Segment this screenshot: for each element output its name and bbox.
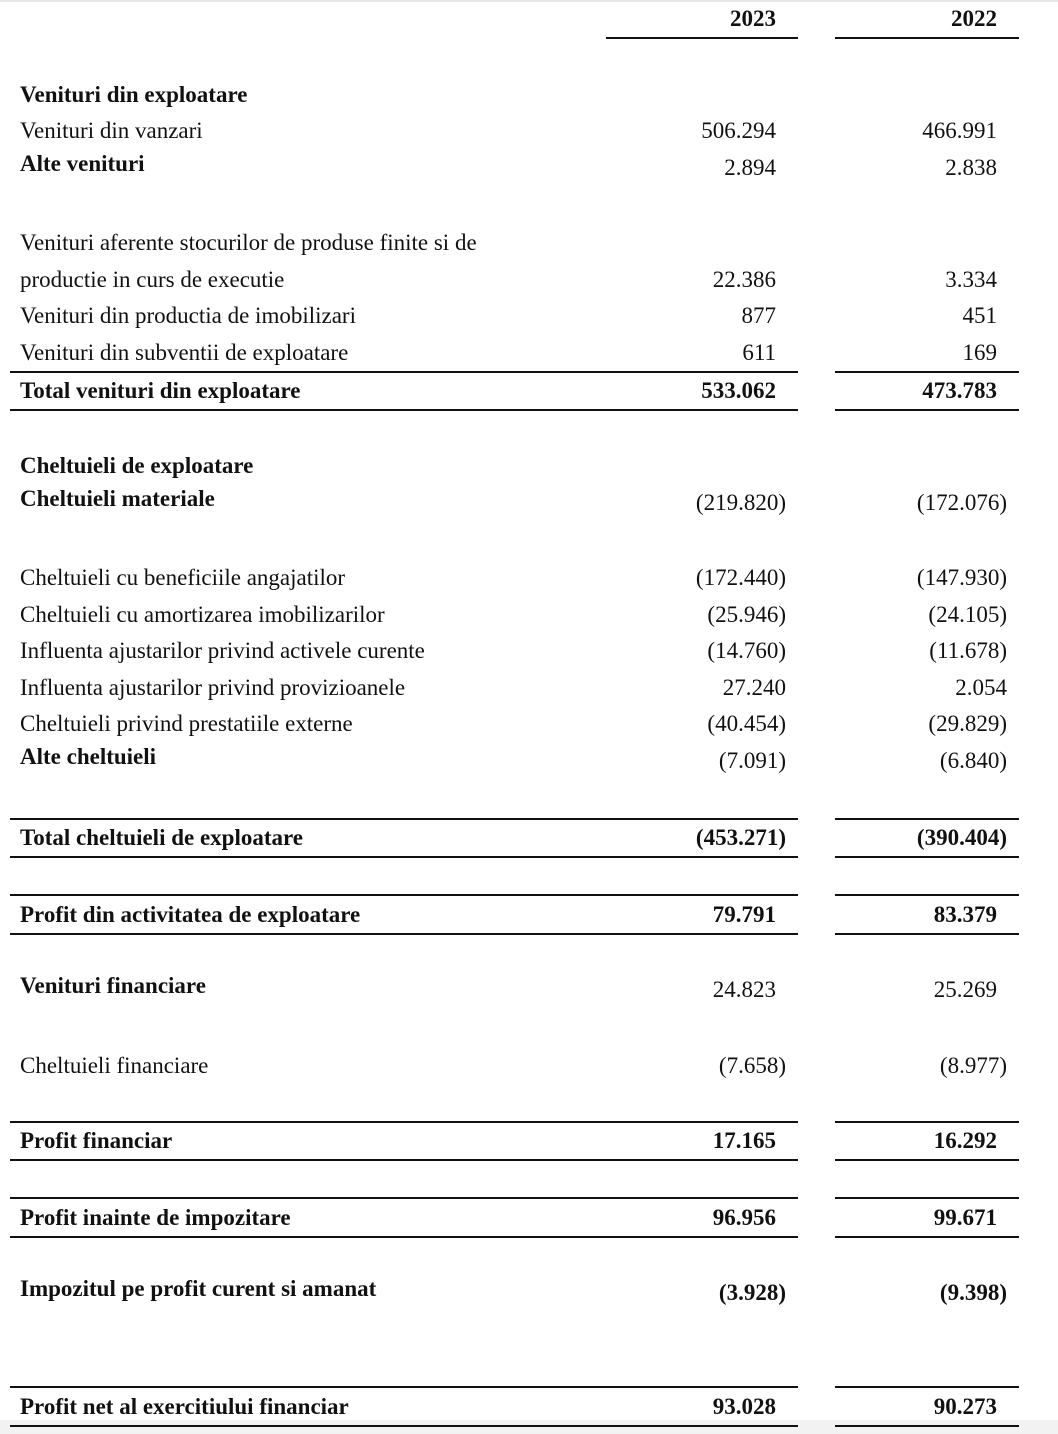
- total-bottom-rule-2022: [835, 1236, 1019, 1238]
- total-bottom-rule: [10, 1159, 798, 1161]
- row-value-2022: (29.829): [928, 711, 1007, 736]
- total-row-value-2022: (390.404): [916, 825, 1007, 850]
- column-header-2022: 2022: [951, 6, 997, 31]
- total-row-label: Total cheltuieli de exploatare: [20, 825, 304, 850]
- total-row-label: Profit financiar: [20, 1128, 173, 1153]
- total-top-rule: [10, 1386, 798, 1388]
- total-top-rule: [10, 1121, 798, 1123]
- total-top-rule: [10, 1197, 798, 1199]
- total-top-rule-2022: [835, 1121, 1019, 1123]
- row-label: Impozitul pe profit curent si amanat: [20, 1276, 377, 1301]
- section-heading-venituri: Venituri din exploatare: [20, 82, 248, 107]
- total-row-value-2023: 96.956: [712, 1205, 776, 1230]
- row-value-2023: (40.454): [707, 711, 786, 736]
- row-value-2022: (24.105): [928, 602, 1007, 627]
- row-value-2022: 2.054: [955, 675, 1007, 700]
- total-row-value-2023: 79.791: [712, 902, 776, 927]
- total-row-value-2023: (453.271): [695, 825, 786, 850]
- row-label: Alte cheltuieli: [20, 744, 157, 769]
- total-row-value-2022: 83.379: [933, 902, 997, 927]
- top-border: [0, 0, 1058, 2]
- total-bottom-rule-2022: [835, 933, 1019, 935]
- row-value-2022: 466.991: [922, 118, 997, 143]
- header-rule-2023: [606, 37, 798, 39]
- total-row-value-2023: 93.028: [712, 1394, 776, 1419]
- row-value-2022: 25.269: [933, 977, 997, 1002]
- total-row-value-2022: 90.273: [933, 1394, 997, 1419]
- row-label: Cheltuieli financiare: [20, 1053, 209, 1078]
- row-value-2023: 22.386: [712, 267, 776, 292]
- row-value-2022: 451: [962, 303, 997, 328]
- total-top-rule-2022: [835, 371, 1019, 373]
- row-value-2022: 2.838: [945, 155, 997, 180]
- row-value-2022: (172.076): [916, 490, 1007, 515]
- row-value-2023: (25.946): [707, 602, 786, 627]
- page-bottom-shade: [0, 1420, 1058, 1434]
- total-row-label: Profit inainte de impozitare: [20, 1205, 291, 1230]
- total-bottom-rule: [10, 856, 798, 858]
- total-row-value-2022: 99.671: [933, 1205, 997, 1230]
- total-top-rule-2022: [835, 894, 1019, 896]
- total-bottom-rule: [10, 1425, 798, 1427]
- total-row-value-2022: 16.292: [933, 1128, 997, 1153]
- column-header-2023: 2023: [730, 6, 776, 31]
- total-bottom-rule-2022: [835, 409, 1019, 411]
- total-row-label: Total venituri din exploatare: [20, 378, 301, 403]
- row-label: Influenta ajustarilor privind provizioanele: [20, 675, 406, 700]
- row-value-2023: 877: [741, 303, 776, 328]
- row-label: Cheltuieli materiale: [20, 486, 215, 511]
- row-value-2022: (6.840): [939, 748, 1007, 773]
- row-label: productie in curs de executie: [20, 267, 285, 292]
- total-bottom-rule: [10, 1236, 798, 1238]
- row-label: Venituri financiare: [20, 973, 206, 998]
- total-row-label: Profit net al exercitiului financiar: [20, 1394, 349, 1419]
- row-value-2023: (14.760): [707, 638, 786, 663]
- total-bottom-rule-2022: [835, 856, 1019, 858]
- row-value-2023: (219.820): [695, 490, 786, 515]
- total-bottom-rule: [10, 933, 798, 935]
- row-value-2022: (147.930): [916, 565, 1007, 590]
- row-value-2022: (11.678): [929, 638, 1007, 663]
- total-top-rule-2022: [835, 1386, 1019, 1388]
- row-value-2023: (172.440): [695, 565, 786, 590]
- row-value-2023: 611: [742, 340, 776, 365]
- row-label: Venituri din productia de imobilizari: [20, 303, 356, 328]
- total-row-label: Profit din activitatea de exploatare: [20, 902, 361, 927]
- row-label: Alte venituri: [20, 151, 145, 176]
- row-value-2022: 169: [962, 340, 997, 365]
- total-row-value-2022: 473.783: [922, 378, 997, 403]
- row-label: Venituri aferente stocurilor de produse finite si de: [20, 230, 477, 255]
- row-value-2023: 24.823: [712, 977, 776, 1002]
- total-top-rule-2022: [835, 1197, 1019, 1199]
- header-rule-2022: [835, 37, 1019, 39]
- total-row-value-2023: 17.165: [712, 1128, 776, 1153]
- row-value-2023: (7.091): [718, 748, 786, 773]
- row-label: Cheltuieli cu beneficiile angajatilor: [20, 565, 346, 590]
- row-label: Cheltuieli privind prestatiile externe: [20, 711, 353, 736]
- row-value-2023: 506.294: [701, 118, 776, 143]
- row-value-2022: (9.398): [939, 1280, 1007, 1305]
- row-value-2023: (3.928): [718, 1280, 786, 1305]
- row-label: Venituri din vanzari: [20, 118, 203, 143]
- total-top-rule-2022: [835, 818, 1019, 820]
- row-value-2022: (8.977): [939, 1053, 1007, 1078]
- row-label: Venituri din subventii de exploatare: [20, 340, 349, 365]
- row-value-2023: 27.240: [722, 675, 786, 700]
- total-row-value-2023: 533.062: [701, 378, 776, 403]
- row-value-2022: 3.334: [945, 267, 997, 292]
- total-bottom-rule-2022: [835, 1425, 1019, 1427]
- row-label: Cheltuieli cu amortizarea imobilizarilor: [20, 602, 385, 627]
- row-value-2023: 2.894: [724, 155, 776, 180]
- row-label: Influenta ajustarilor privind activele curente: [20, 638, 425, 663]
- total-bottom-rule-2022: [835, 1159, 1019, 1161]
- section-heading-cheltuieli: Cheltuieli de exploatare: [20, 453, 254, 478]
- total-top-rule: [10, 371, 798, 373]
- total-top-rule: [10, 894, 798, 896]
- total-bottom-rule: [10, 409, 798, 411]
- total-top-rule: [10, 818, 798, 820]
- row-value-2023: (7.658): [718, 1053, 786, 1078]
